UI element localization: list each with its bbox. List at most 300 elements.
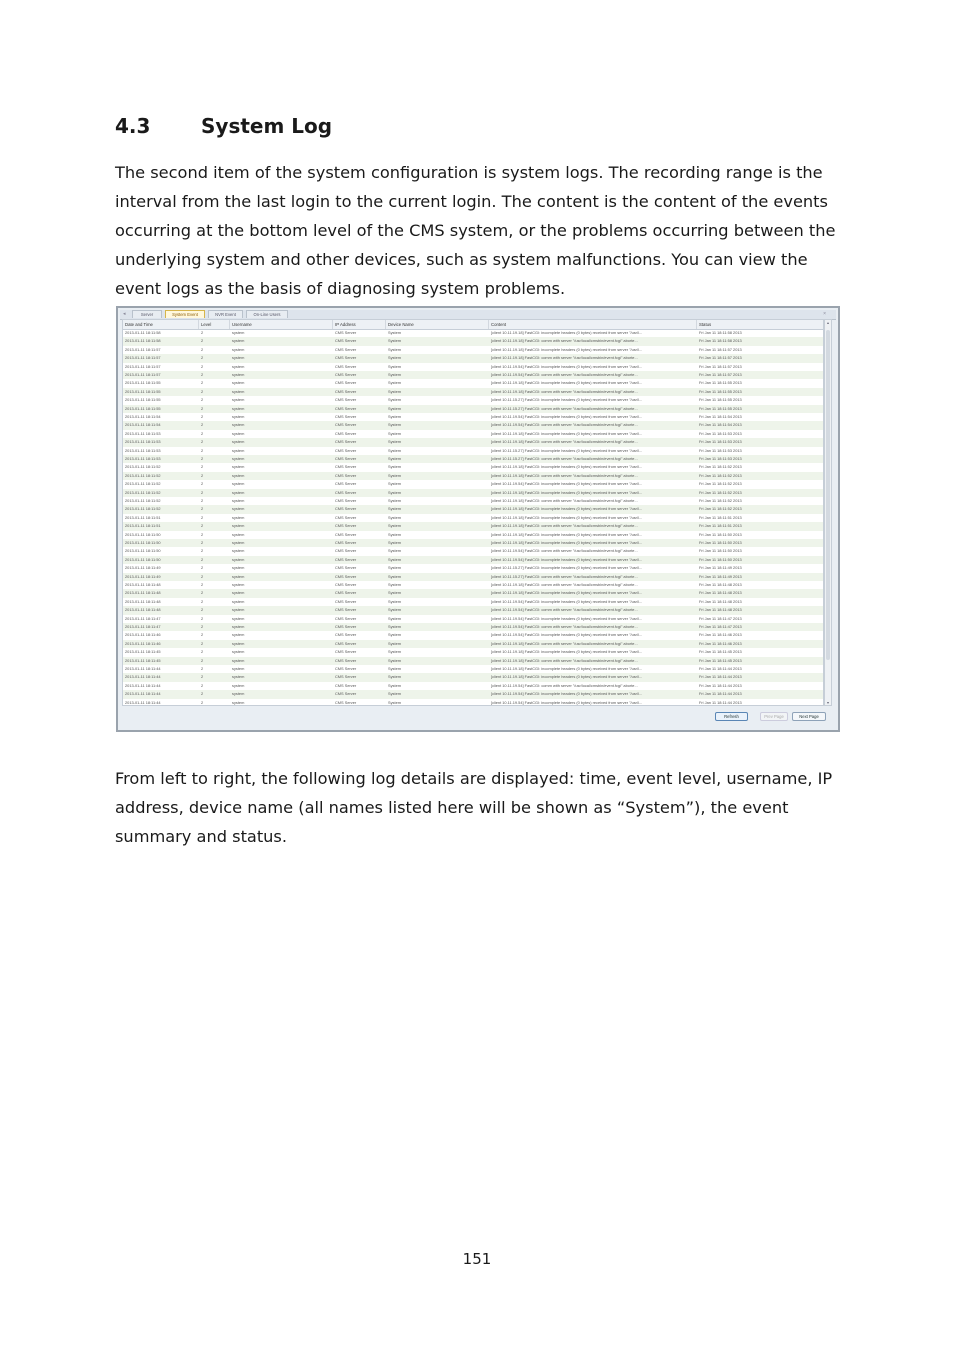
- cell-device-name: System: [388, 632, 401, 638]
- cell-ip-address: CMS Server: [335, 649, 357, 655]
- cell-level: 2: [201, 666, 204, 671]
- table-row[interactable]: [123, 539, 823, 547]
- cell-ip-address: CMS Server: [335, 598, 357, 604]
- table-row[interactable]: [123, 413, 823, 421]
- intro-paragraph: The second item of the system configuration is system logs. The recording range is the interval from the last login to the current login. The content is the content of the events occurring at the bottom level of the CMS system, or the problems occurring between the underlying system and other devices, such as system malfunctions. You can view the event logs as the basis of diagnosing system problems.: [115, 163, 836, 298]
- cell-ip-address: CMS Server: [335, 632, 357, 638]
- cell-device-name: System: [388, 330, 401, 335]
- cell-status: Fri Jan 11 18:11:52 2013: [699, 498, 742, 503]
- cell-level: 2: [201, 682, 204, 688]
- cell-ip-address: CMS Server: [335, 565, 357, 571]
- cell-ip-address: CMS Server: [335, 514, 357, 520]
- table-row[interactable]: [123, 556, 823, 564]
- table-row[interactable]: [123, 673, 823, 681]
- section-title: System Log: [201, 114, 333, 138]
- cell-username: system: [232, 414, 245, 419]
- scrollbar-thumb[interactable]: [826, 330, 830, 660]
- cell-username: system: [232, 565, 245, 571]
- cell-level: 2: [201, 330, 204, 335]
- cell-username: system: [232, 430, 245, 436]
- cell-username: system: [232, 624, 245, 629]
- table-row[interactable]: [123, 547, 823, 555]
- cell-ip-address: CMS Server: [335, 414, 357, 419]
- cell-date-time: 2013-01-11 18:11:57: [125, 346, 161, 352]
- cell-username: system: [232, 666, 245, 671]
- cell-date-time: 2013-01-11 18:11:52: [125, 506, 161, 512]
- vertical-scrollbar[interactable]: [824, 319, 832, 706]
- cell-date-time: 2013-01-11 18:11:44: [125, 691, 161, 697]
- cell-date-time: 2013-01-11 18:11:48: [125, 590, 161, 596]
- cell-username: system: [232, 447, 245, 453]
- table-row[interactable]: [123, 615, 823, 623]
- cell-level: 2: [201, 489, 204, 495]
- cell-status: Fri Jan 11 18:11:53 2013: [699, 447, 742, 453]
- table-row[interactable]: [123, 421, 823, 429]
- cell-content: [client 10.11.19.54] FastCGI: incomplete headers (0 bytes) received from server "/usr/l...: [491, 598, 643, 604]
- cell-ip-address: CMS Server: [335, 682, 357, 688]
- cell-date-time: 2013-01-11 18:11:50: [125, 548, 161, 554]
- cell-username: system: [232, 607, 245, 613]
- cell-status: Fri Jan 11 18:11:51 2013: [699, 514, 742, 520]
- cell-device-name: System: [388, 338, 401, 344]
- cell-ip-address: CMS Server: [335, 607, 357, 613]
- cell-device-name: System: [388, 607, 401, 613]
- table-row[interactable]: [123, 640, 823, 648]
- cell-date-time: 2013-01-11 18:11:44: [125, 666, 161, 671]
- cell-ip-address: CMS Server: [335, 666, 357, 671]
- cell-content: [client 10.11.19.54] FastCGI: comm with server "/usr/local/cmsbin/event.fcgi" aborte...: [491, 682, 638, 688]
- table-row[interactable]: [123, 472, 823, 480]
- cell-ip-address: CMS Server: [335, 548, 357, 554]
- cell-content: [client 10.11.19.54] FastCGI: incomplete headers (0 bytes) received from server "/usr/l...: [491, 699, 643, 705]
- cell-device-name: System: [388, 691, 401, 697]
- cell-content: [client 10.11.19.54] FastCGI: incomplete headers (0 bytes) received from server "/usr/l...: [491, 556, 643, 562]
- column-header-content[interactable]: Content: [489, 320, 697, 329]
- column-header-device-name[interactable]: Device Name: [386, 320, 489, 329]
- table-row[interactable]: [123, 606, 823, 614]
- cell-device-name: System: [388, 397, 401, 403]
- cell-content: [client 10.11.19.18] FastCGI: comm with server "/usr/local/cmsbin/event.fcgi" aborte...: [491, 498, 638, 503]
- table-row[interactable]: [123, 589, 823, 597]
- table-row[interactable]: [123, 690, 823, 698]
- cell-date-time: 2013-01-11 18:11:55: [125, 388, 161, 394]
- cell-username: system: [232, 380, 245, 386]
- cell-ip-address: CMS Server: [335, 615, 357, 621]
- cell-ip-address: CMS Server: [335, 472, 357, 478]
- cell-content: [client 10.11.19.18] FastCGI: incomplete headers (0 bytes) received from server "/usr/l...: [491, 666, 643, 671]
- cell-level: 2: [201, 422, 204, 428]
- cell-ip-address: CMS Server: [335, 640, 357, 646]
- cell-level: 2: [201, 632, 204, 638]
- table-row[interactable]: [123, 354, 823, 362]
- cell-level: 2: [201, 691, 204, 697]
- cell-content: [client 10.11.19.54] FastCGI: comm with server "/usr/local/cmsbin/event.fcgi" aborte...: [491, 624, 638, 629]
- cell-ip-address: CMS Server: [335, 388, 357, 394]
- cell-username: system: [232, 464, 245, 470]
- table-row[interactable]: [123, 363, 823, 371]
- table-row[interactable]: [123, 648, 823, 656]
- tab-system-event[interactable]: System Event: [165, 310, 205, 318]
- cell-ip-address: CMS Server: [335, 405, 357, 411]
- cell-date-time: 2013-01-11 18:11:57: [125, 363, 161, 369]
- cell-date-time: 2013-01-11 18:11:53: [125, 430, 161, 436]
- cell-level: 2: [201, 506, 204, 512]
- cell-username: system: [232, 405, 245, 411]
- cell-status: Fri Jan 11 18:11:55 2013: [699, 405, 742, 411]
- cell-username: system: [232, 346, 245, 352]
- cell-date-time: 2013-01-11 18:11:53: [125, 447, 161, 453]
- cell-date-time: 2013-01-11 18:11:45: [125, 657, 161, 663]
- cell-status: Fri Jan 11 18:11:53 2013: [699, 456, 742, 461]
- cell-content: [client 10.11.15.27] FastCGI: incomplete headers (0 bytes) received from server "/usr/l...: [491, 447, 643, 453]
- cell-status: Fri Jan 11 18:11:47 2013: [699, 615, 742, 621]
- cell-status: Fri Jan 11 18:11:52 2013: [699, 481, 742, 487]
- table-row[interactable]: [123, 489, 823, 497]
- cell-username: system: [232, 640, 245, 646]
- cell-device-name: System: [388, 405, 401, 411]
- cell-level: 2: [201, 481, 204, 487]
- cell-status: Fri Jan 11 18:11:47 2013: [699, 624, 742, 629]
- cell-level: 2: [201, 582, 204, 587]
- cell-status: Fri Jan 11 18:11:52 2013: [699, 489, 742, 495]
- cell-status: Fri Jan 11 18:11:57 2013: [699, 372, 742, 377]
- cell-date-time: 2013-01-11 18:11:46: [125, 640, 161, 646]
- cell-date-time: 2013-01-11 18:11:55: [125, 405, 161, 411]
- cell-level: 2: [201, 464, 204, 470]
- cell-status: Fri Jan 11 18:11:53 2013: [699, 439, 742, 445]
- cell-username: system: [232, 372, 245, 377]
- cell-status: Fri Jan 11 18:11:50 2013: [699, 556, 742, 562]
- cell-content: [client 10.11.15.27] FastCGI: comm with server "/usr/local/cmsbin/event.fcgi" aborte...: [491, 573, 638, 579]
- table-row[interactable]: [123, 699, 823, 706]
- cell-ip-address: CMS Server: [335, 691, 357, 697]
- cell-level: 2: [201, 447, 204, 453]
- cell-device-name: System: [388, 582, 401, 587]
- table-row[interactable]: [123, 388, 823, 396]
- cell-level: 2: [201, 514, 204, 520]
- cell-device-name: System: [388, 346, 401, 352]
- scroll-up-icon[interactable]: ▴: [826, 320, 829, 325]
- cell-content: [client 10.11.15.27] FastCGI: incomplete headers (0 bytes) received from server "/usr/l...: [491, 565, 643, 571]
- cell-ip-address: CMS Server: [335, 481, 357, 487]
- cell-content: [client 10.11.19.18] FastCGI: comm with server "/usr/local/cmsbin/event.fcgi" aborte...: [491, 338, 638, 344]
- cell-status: Fri Jan 11 18:11:48 2013: [699, 590, 742, 596]
- cell-ip-address: CMS Server: [335, 674, 357, 680]
- cell-username: system: [232, 582, 245, 587]
- cell-level: 2: [201, 624, 204, 629]
- column-header-level[interactable]: Level: [199, 320, 230, 329]
- cell-content: [client 10.11.19.54] FastCGI: incomplete headers (0 bytes) received from server "/usr/l...: [491, 481, 643, 487]
- cell-level: 2: [201, 699, 204, 705]
- cell-device-name: System: [388, 439, 401, 445]
- cell-content: [client 10.11.19.18] FastCGI: comm with server "/usr/local/cmsbin/event.fcgi" aborte...: [491, 355, 638, 361]
- table-row[interactable]: [123, 405, 823, 413]
- cell-content: [client 10.11.19.18] FastCGI: incomplete headers (0 bytes) received from server "/usr/l...: [491, 514, 643, 520]
- cell-ip-address: CMS Server: [335, 624, 357, 629]
- cell-device-name: System: [388, 506, 401, 512]
- cell-date-time: 2013-01-11 18:11:52: [125, 498, 161, 503]
- cell-device-name: System: [388, 666, 401, 671]
- table-row[interactable]: [123, 497, 823, 505]
- refresh-button[interactable]: Refresh: [715, 712, 748, 721]
- cell-level: 2: [201, 498, 204, 503]
- cell-username: system: [232, 699, 245, 705]
- cell-date-time: 2013-01-11 18:11:57: [125, 372, 161, 377]
- cell-status: Fri Jan 11 18:11:49 2013: [699, 573, 742, 579]
- column-header-status[interactable]: Status: [697, 320, 824, 329]
- cell-ip-address: CMS Server: [335, 439, 357, 445]
- cell-content: [client 10.11.19.18] FastCGI: incomplete headers (0 bytes) received from server "/usr/l...: [491, 346, 643, 352]
- cell-ip-address: CMS Server: [335, 447, 357, 453]
- cell-ip-address: CMS Server: [335, 657, 357, 663]
- cell-device-name: System: [388, 380, 401, 386]
- cell-content: [client 10.11.19.18] FastCGI: incomplete headers (0 bytes) received from server "/usr/l...: [491, 489, 643, 495]
- cell-content: [client 10.11.19.18] FastCGI: incomplete headers (0 bytes) received from server "/usr/l...: [491, 464, 643, 470]
- cell-status: Fri Jan 11 18:11:55 2013: [699, 388, 742, 394]
- cell-status: Fri Jan 11 18:11:58 2013: [699, 338, 742, 344]
- cell-status: Fri Jan 11 18:11:45 2013: [699, 657, 742, 663]
- cell-content: [client 10.11.19.54] FastCGI: incomplete headers (0 bytes) received from server "/usr/l...: [491, 615, 643, 621]
- tab-nvr-event[interactable]: NVR Event: [208, 310, 243, 318]
- table-row[interactable]: [123, 522, 823, 530]
- cell-status: Fri Jan 11 18:11:53 2013: [699, 430, 742, 436]
- cell-date-time: 2013-01-11 18:11:47: [125, 624, 161, 629]
- table-row[interactable]: [123, 505, 823, 513]
- table-row[interactable]: [123, 682, 823, 690]
- cell-username: system: [232, 657, 245, 663]
- cell-username: system: [232, 338, 245, 344]
- tab-on-line-users[interactable]: On-Line Users: [246, 310, 288, 318]
- cell-ip-address: CMS Server: [335, 506, 357, 512]
- table-row[interactable]: [123, 564, 823, 572]
- cell-date-time: 2013-01-11 18:11:52: [125, 489, 161, 495]
- close-icon[interactable]: ×: [823, 311, 826, 317]
- table-row[interactable]: [123, 371, 823, 379]
- page-number: 151: [462, 1250, 492, 1268]
- cell-level: 2: [201, 590, 204, 596]
- cell-content: [client 10.11.19.18] FastCGI: incomplete headers (0 bytes) received from server "/usr/l...: [491, 531, 643, 537]
- cell-content: [client 10.11.19.18] FastCGI: incomplete headers (0 bytes) received from server "/usr/l...: [491, 380, 643, 386]
- cell-status: Fri Jan 11 18:11:44 2013: [699, 682, 742, 688]
- cell-device-name: System: [388, 565, 401, 571]
- tab-scroll-left-icon[interactable]: ◂: [123, 311, 126, 317]
- cell-ip-address: CMS Server: [335, 498, 357, 503]
- cell-date-time: 2013-01-11 18:11:44: [125, 674, 161, 680]
- cell-ip-address: CMS Server: [335, 699, 357, 705]
- cell-ip-address: CMS Server: [335, 489, 357, 495]
- cell-date-time: 2013-01-11 18:11:58: [125, 338, 161, 344]
- table-row[interactable]: [123, 337, 823, 345]
- cell-level: 2: [201, 531, 204, 537]
- cell-level: 2: [201, 405, 204, 411]
- cell-level: 2: [201, 649, 204, 655]
- cell-level: 2: [201, 380, 204, 386]
- table-row[interactable]: [123, 455, 823, 463]
- cell-level: 2: [201, 598, 204, 604]
- table-row[interactable]: [123, 447, 823, 455]
- cell-level: 2: [201, 338, 204, 344]
- cell-level: 2: [201, 430, 204, 436]
- cell-device-name: System: [388, 422, 401, 428]
- table-row[interactable]: [123, 480, 823, 488]
- cell-device-name: System: [388, 624, 401, 629]
- cell-date-time: 2013-01-11 18:11:48: [125, 607, 161, 613]
- table-row[interactable]: [123, 573, 823, 581]
- cell-level: 2: [201, 414, 204, 419]
- cell-content: [client 10.11.19.18] FastCGI: incomplete headers (0 bytes) received from server "/usr/l...: [491, 540, 643, 545]
- cell-ip-address: CMS Server: [335, 523, 357, 529]
- table-row[interactable]: [123, 329, 823, 337]
- column-header-username[interactable]: Username: [230, 320, 333, 329]
- cell-username: system: [232, 540, 245, 545]
- cell-status: Fri Jan 11 18:11:57 2013: [699, 355, 742, 361]
- cell-content: [client 10.11.19.54] FastCGI: incomplete headers (0 bytes) received from server "/usr/l...: [491, 632, 643, 638]
- cell-username: system: [232, 422, 245, 428]
- column-header-ip-address[interactable]: IP Address: [333, 320, 386, 329]
- cell-device-name: System: [388, 363, 401, 369]
- table-row[interactable]: [123, 346, 823, 354]
- cell-device-name: System: [388, 523, 401, 529]
- cell-device-name: System: [388, 556, 401, 562]
- cell-date-time: 2013-01-11 18:11:48: [125, 598, 161, 604]
- cell-device-name: System: [388, 464, 401, 470]
- cell-date-time: 2013-01-11 18:11:47: [125, 615, 161, 621]
- cell-level: 2: [201, 565, 204, 571]
- cell-content: [client 10.11.19.54] FastCGI: comm with server "/usr/local/cmsbin/event.fcgi" aborte...: [491, 372, 638, 377]
- cell-content: [client 10.11.19.54] FastCGI: comm with server "/usr/local/cmsbin/event.fcgi" aborte...: [491, 607, 638, 613]
- table-row[interactable]: [123, 657, 823, 665]
- cell-device-name: System: [388, 615, 401, 621]
- cell-level: 2: [201, 607, 204, 613]
- cell-username: system: [232, 523, 245, 529]
- cell-username: system: [232, 649, 245, 655]
- cell-date-time: 2013-01-11 18:11:52: [125, 472, 161, 478]
- cell-username: system: [232, 615, 245, 621]
- cell-username: system: [232, 330, 245, 335]
- table-row[interactable]: [123, 514, 823, 522]
- cell-status: Fri Jan 11 18:11:55 2013: [699, 380, 742, 386]
- cell-content: [client 10.11.15.27] FastCGI: comm with server "/usr/local/cmsbin/event.fcgi" aborte...: [491, 405, 638, 411]
- cell-ip-address: CMS Server: [335, 456, 357, 461]
- next-page-button[interactable]: Next Page: [792, 712, 826, 721]
- cell-date-time: 2013-01-11 18:11:55: [125, 397, 161, 403]
- cell-date-time: 2013-01-11 18:11:50: [125, 531, 161, 537]
- table-row[interactable]: [123, 379, 823, 387]
- cell-device-name: System: [388, 498, 401, 503]
- cell-ip-address: CMS Server: [335, 556, 357, 562]
- cell-username: system: [232, 456, 245, 461]
- cell-content: [client 10.11.19.18] FastCGI: incomplete headers (0 bytes) received from server "/usr/l...: [491, 649, 643, 655]
- cell-content: [client 10.11.15.27] FastCGI: incomplete headers (0 bytes) received from server "/usr/l...: [491, 397, 643, 403]
- cell-username: system: [232, 506, 245, 512]
- cell-status: Fri Jan 11 18:11:48 2013: [699, 598, 742, 604]
- cell-status: Fri Jan 11 18:11:46 2013: [699, 640, 742, 646]
- cell-date-time: 2013-01-11 18:11:44: [125, 682, 161, 688]
- table-row[interactable]: [123, 631, 823, 639]
- cell-status: Fri Jan 11 18:11:51 2013: [699, 523, 742, 529]
- cell-content: [client 10.11.19.18] FastCGI: incomplete headers (0 bytes) received from server "/usr/l...: [491, 506, 643, 512]
- cell-username: system: [232, 481, 245, 487]
- cell-level: 2: [201, 397, 204, 403]
- cell-level: 2: [201, 640, 204, 646]
- cell-content: [client 10.11.19.18] FastCGI: comm with server "/usr/local/cmsbin/event.fcgi" aborte...: [491, 523, 638, 529]
- cell-level: 2: [201, 657, 204, 663]
- cell-level: 2: [201, 388, 204, 394]
- table-row[interactable]: [123, 396, 823, 404]
- cell-device-name: System: [388, 573, 401, 579]
- cell-status: Fri Jan 11 18:11:57 2013: [699, 346, 742, 352]
- cell-date-time: 2013-01-11 18:11:51: [125, 514, 161, 520]
- cell-status: Fri Jan 11 18:11:54 2013: [699, 414, 742, 419]
- cell-status: Fri Jan 11 18:11:54 2013: [699, 422, 742, 428]
- cell-device-name: System: [388, 372, 401, 377]
- cell-status: Fri Jan 11 18:11:52 2013: [699, 464, 742, 470]
- table-row[interactable]: [123, 665, 823, 673]
- cell-level: 2: [201, 472, 204, 478]
- cell-status: Fri Jan 11 18:11:48 2013: [699, 582, 742, 587]
- table-row[interactable]: [123, 598, 823, 606]
- cell-device-name: System: [388, 531, 401, 537]
- cell-date-time: 2013-01-11 18:11:53: [125, 456, 161, 461]
- table-row[interactable]: [123, 438, 823, 446]
- cell-level: 2: [201, 346, 204, 352]
- cell-ip-address: CMS Server: [335, 355, 357, 361]
- cell-level: 2: [201, 548, 204, 554]
- cell-level: 2: [201, 355, 204, 361]
- table-row[interactable]: [123, 531, 823, 539]
- cell-ip-address: CMS Server: [335, 397, 357, 403]
- details-paragraph: From left to right, the following log details are displayed: time, event level, username, IP address, device name (all names listed here will be shown as “System”), the event summary and status.: [115, 769, 833, 846]
- cell-username: system: [232, 556, 245, 562]
- cell-level: 2: [201, 439, 204, 445]
- cell-content: [client 10.11.19.18] FastCGI: incomplete headers (0 bytes) received from server "/usr/l...: [491, 430, 643, 436]
- system-log-screenshot: [116, 306, 840, 732]
- cell-device-name: System: [388, 481, 401, 487]
- cell-username: system: [232, 472, 245, 478]
- scroll-down-icon[interactable]: ▾: [826, 700, 829, 705]
- table-row[interactable]: [123, 430, 823, 438]
- prev-page-button[interactable]: Prev Page: [760, 712, 788, 721]
- cell-username: system: [232, 489, 245, 495]
- tab-server[interactable]: Server: [132, 310, 162, 318]
- cell-device-name: System: [388, 489, 401, 495]
- column-header-date-time[interactable]: Date and Time: [123, 320, 199, 329]
- cell-device-name: System: [388, 456, 401, 461]
- cell-username: system: [232, 397, 245, 403]
- cell-device-name: System: [388, 682, 401, 688]
- cell-username: system: [232, 388, 245, 394]
- cell-ip-address: CMS Server: [335, 372, 357, 377]
- cell-device-name: System: [388, 649, 401, 655]
- cell-status: Fri Jan 11 18:11:55 2013: [699, 397, 742, 403]
- table-row[interactable]: [123, 463, 823, 471]
- cell-device-name: System: [388, 355, 401, 361]
- cell-ip-address: CMS Server: [335, 422, 357, 428]
- table-row[interactable]: [123, 623, 823, 631]
- cell-device-name: System: [388, 388, 401, 394]
- cell-date-time: 2013-01-11 18:11:46: [125, 632, 161, 638]
- table-row[interactable]: [123, 581, 823, 589]
- cell-content: [client 10.11.19.18] FastCGI: comm with server "/usr/local/cmsbin/event.fcgi" aborte...: [491, 657, 638, 663]
- log-grid: [122, 319, 824, 706]
- cell-username: system: [232, 598, 245, 604]
- cell-username: system: [232, 531, 245, 537]
- cell-status: Fri Jan 11 18:11:50 2013: [699, 548, 742, 554]
- cell-status: Fri Jan 11 18:11:50 2013: [699, 531, 742, 537]
- cell-content: [client 10.11.19.54] FastCGI: incomplete headers (0 bytes) received from server "/usr/l...: [491, 414, 643, 419]
- cell-ip-address: CMS Server: [335, 531, 357, 537]
- cell-status: Fri Jan 11 18:11:52 2013: [699, 472, 742, 478]
